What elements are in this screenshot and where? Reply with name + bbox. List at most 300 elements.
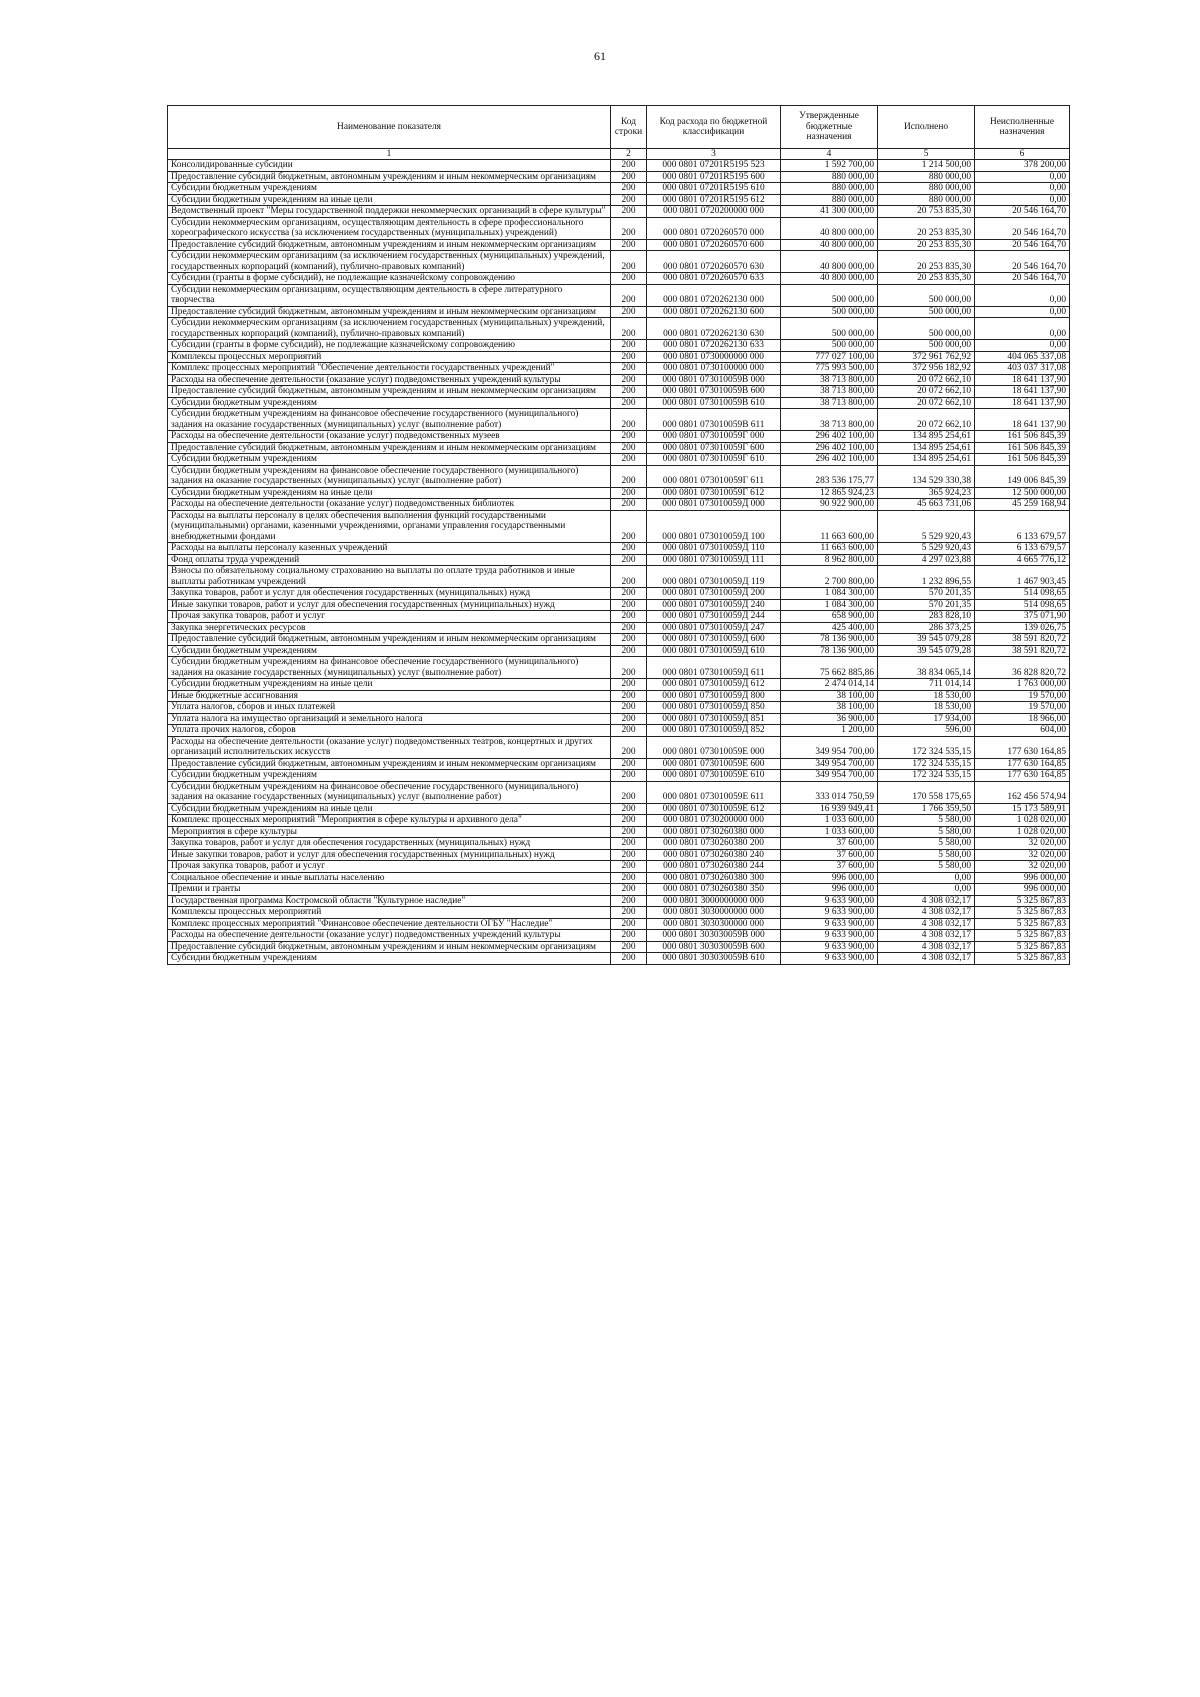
indicator-name-cell: Иные закупки товаров, работ и услуг для обеспечения государственных (муниципальных) нужд — [168, 849, 611, 861]
indicator-name-cell: Ведомственный проект "Меры государственной поддержки некоммерческих организаций в сфере культуры" — [168, 206, 611, 218]
executed-cell: 134 895 254,61 — [878, 442, 975, 454]
table-row — [168, 409, 1070, 431]
unexecuted-cell: 45 259 168,94 — [975, 499, 1070, 511]
executed-cell: 880 000,00 — [878, 183, 975, 195]
approved-cell: 8 962 800,00 — [781, 554, 878, 566]
indicator-name-cell: Прочая закупка товаров, работ и услуг — [168, 861, 611, 873]
executed-cell: 20 072 662,10 — [878, 386, 975, 398]
header-approved: Утвержденные бюджетные назначения — [781, 106, 878, 149]
line-code-cell: 200 — [611, 340, 647, 352]
table-row — [168, 702, 1070, 714]
unexecuted-cell: 20 546 164,70 — [975, 239, 1070, 251]
budget-code-cell: 000 0801 07201R5195 600 — [647, 171, 781, 183]
line-code-cell: 200 — [611, 657, 647, 679]
budget-code-cell: 000 0801 073010059Е 611 — [647, 781, 781, 803]
indicator-name-cell: Расходы на обеспечение деятельности (оказание услуг) подведомственных музеев — [168, 431, 611, 443]
unexecuted-cell: 162 456 574,94 — [975, 781, 1070, 803]
unexecuted-cell: 12 500 000,00 — [975, 487, 1070, 499]
executed-cell: 500 000,00 — [878, 284, 975, 306]
table-row — [168, 736, 1070, 758]
table-row — [168, 872, 1070, 884]
table-row — [168, 171, 1070, 183]
approved-cell: 9 633 900,00 — [781, 930, 878, 942]
indicator-name-cell: Комплекс процессных мероприятий "Финансовое обеспечение деятельности ОГБУ "Наследие" — [168, 918, 611, 930]
approved-cell: 40 800 000,00 — [781, 251, 878, 273]
executed-cell: 134 529 330,38 — [878, 465, 975, 487]
approved-cell: 38 713 800,00 — [781, 397, 878, 409]
unexecuted-cell: 18 641 137,90 — [975, 374, 1070, 386]
table-row — [168, 599, 1070, 611]
line-code-cell: 200 — [611, 217, 647, 239]
approved-cell: 1 084 300,00 — [781, 599, 878, 611]
table-row — [168, 657, 1070, 679]
table-row — [168, 318, 1070, 340]
executed-cell: 365 924,23 — [878, 487, 975, 499]
line-code-cell: 200 — [611, 679, 647, 691]
indicator-name-cell: Субсидии бюджетным учреждениям — [168, 454, 611, 466]
unexecuted-cell: 177 630 164,85 — [975, 770, 1070, 782]
line-code-cell: 200 — [611, 622, 647, 634]
indicator-name-cell: Уплата налога на имущество организаций и земельного налога — [168, 713, 611, 725]
column-number: 3 — [647, 149, 781, 160]
executed-cell: 283 828,10 — [878, 611, 975, 623]
approved-cell: 2 474 014,14 — [781, 679, 878, 691]
line-code-cell: 200 — [611, 634, 647, 646]
executed-cell: 18 530,00 — [878, 702, 975, 714]
line-code-cell: 200 — [611, 409, 647, 431]
executed-cell: 880 000,00 — [878, 171, 975, 183]
indicator-name-cell: Государственная программа Костромской области "Культурное наследие" — [168, 895, 611, 907]
indicator-name-cell: Закупка энергетических ресурсов — [168, 622, 611, 634]
unexecuted-cell: 0,00 — [975, 194, 1070, 206]
unexecuted-cell: 0,00 — [975, 171, 1070, 183]
line-code-cell: 200 — [611, 431, 647, 443]
table-row — [168, 861, 1070, 873]
unexecuted-cell: 375 071,90 — [975, 611, 1070, 623]
approved-cell: 9 633 900,00 — [781, 895, 878, 907]
unexecuted-cell: 5 325 867,83 — [975, 941, 1070, 953]
executed-cell: 20 753 835,30 — [878, 206, 975, 218]
column-number: 4 — [781, 149, 878, 160]
approved-cell: 349 954 700,00 — [781, 758, 878, 770]
indicator-name-cell: Комплекс процессных мероприятий "Мероприятия в сфере культуры и архивного дела" — [168, 815, 611, 827]
unexecuted-cell: 32 020,00 — [975, 849, 1070, 861]
indicator-name-cell: Субсидии бюджетным учреждениям на финансовое обеспечение государственного (муниципального) задания на оказание государственных (муниципальных) услуг (выполнение работ) — [168, 657, 611, 679]
approved-cell: 38 100,00 — [781, 702, 878, 714]
unexecuted-cell: 149 006 845,39 — [975, 465, 1070, 487]
table-row — [168, 351, 1070, 363]
executed-cell: 172 324 535,15 — [878, 736, 975, 758]
executed-cell: 4 308 032,17 — [878, 907, 975, 919]
approved-cell: 296 402 100,00 — [781, 442, 878, 454]
indicator-name-cell: Субсидии бюджетным учреждениям на финансовое обеспечение государственного (муниципального) задания на оказание государственных (муниципальных) услуг (выполнение работ) — [168, 465, 611, 487]
table-row — [168, 826, 1070, 838]
approved-cell: 425 400,00 — [781, 622, 878, 634]
approved-cell: 880 000,00 — [781, 183, 878, 195]
budget-code-cell: 000 0801 073010059Д 000 — [647, 499, 781, 511]
line-code-cell: 200 — [611, 397, 647, 409]
column-number: 5 — [878, 149, 975, 160]
budget-code-cell: 000 0801 073010059Г 612 — [647, 487, 781, 499]
line-code-cell: 200 — [611, 386, 647, 398]
table-row — [168, 160, 1070, 172]
unexecuted-cell: 404 065 337,08 — [975, 351, 1070, 363]
unexecuted-cell: 1 467 903,45 — [975, 566, 1070, 588]
indicator-name-cell: Взносы по обязательному социальному страхованию на выплаты по оплате труда работников и иные выплаты работникам учреждений — [168, 566, 611, 588]
approved-cell: 37 600,00 — [781, 849, 878, 861]
line-code-cell: 200 — [611, 543, 647, 555]
table-row — [168, 363, 1070, 375]
approved-cell: 38 713 800,00 — [781, 374, 878, 386]
executed-cell: 4 308 032,17 — [878, 941, 975, 953]
approved-cell: 1 200,00 — [781, 725, 878, 737]
table-row — [168, 397, 1070, 409]
table-row — [168, 284, 1070, 306]
executed-cell: 596,00 — [878, 725, 975, 737]
line-code-cell: 200 — [611, 363, 647, 375]
unexecuted-cell: 4 665 776,12 — [975, 554, 1070, 566]
indicator-name-cell: Комплексы процессных мероприятий — [168, 351, 611, 363]
table-row — [168, 386, 1070, 398]
indicator-name-cell: Субсидии бюджетным учреждениям на финансовое обеспечение государственного (муниципального) задания на оказание государственных (муниципальных) услуг (выполнение работ) — [168, 781, 611, 803]
approved-cell: 333 014 750,59 — [781, 781, 878, 803]
executed-cell: 4 308 032,17 — [878, 895, 975, 907]
indicator-name-cell: Расходы на выплаты персоналу в целях обеспечения выполнения функций государственными (муниципальными) органами, казенными учреждениями, органами управления государственными внебюджетными фондами — [168, 510, 611, 543]
budget-code-cell: 000 0801 303030059В 000 — [647, 930, 781, 942]
line-code-cell: 200 — [611, 318, 647, 340]
indicator-name-cell: Субсидии некоммерческим организациям (за исключением государственных (муниципальных) учреждений, государственных корпораций (компаний), публично-правовых компаний) — [168, 318, 611, 340]
budget-code-cell: 000 0801 3000000000 000 — [647, 895, 781, 907]
line-code-cell: 200 — [611, 770, 647, 782]
line-code-cell: 200 — [611, 499, 647, 511]
budget-code-cell: 000 0801 073010059Д 119 — [647, 566, 781, 588]
indicator-name-cell: Субсидии бюджетным учреждениям на иные цели — [168, 803, 611, 815]
unexecuted-cell: 18 641 137,90 — [975, 397, 1070, 409]
unexecuted-cell: 18 641 137,90 — [975, 386, 1070, 398]
budget-code-cell: 000 0801 0730260380 000 — [647, 826, 781, 838]
approved-cell: 40 800 000,00 — [781, 217, 878, 239]
table-row — [168, 183, 1070, 195]
approved-cell: 283 536 175,77 — [781, 465, 878, 487]
budget-code-cell: 000 0801 073010059Е 000 — [647, 736, 781, 758]
approved-cell: 500 000,00 — [781, 340, 878, 352]
budget-code-cell: 000 0801 3030300000 000 — [647, 918, 781, 930]
table-row — [168, 838, 1070, 850]
table-row — [168, 306, 1070, 318]
indicator-name-cell: Субсидии некоммерческим организациям, осуществляющим деятельность в сфере литературного творчества — [168, 284, 611, 306]
table-row — [168, 758, 1070, 770]
executed-cell: 45 663 731,06 — [878, 499, 975, 511]
unexecuted-cell: 38 591 820,72 — [975, 634, 1070, 646]
table-row — [168, 510, 1070, 543]
unexecuted-cell: 177 630 164,85 — [975, 758, 1070, 770]
approved-cell: 78 136 900,00 — [781, 645, 878, 657]
executed-cell: 5 580,00 — [878, 849, 975, 861]
line-code-cell: 200 — [611, 861, 647, 873]
approved-cell: 349 954 700,00 — [781, 736, 878, 758]
executed-cell: 880 000,00 — [878, 194, 975, 206]
unexecuted-cell: 20 546 164,70 — [975, 217, 1070, 239]
unexecuted-cell: 139 026,75 — [975, 622, 1070, 634]
line-code-cell: 200 — [611, 930, 647, 942]
executed-cell: 39 545 079,28 — [878, 634, 975, 646]
line-code-cell: 200 — [611, 690, 647, 702]
approved-cell: 11 663 600,00 — [781, 510, 878, 543]
executed-cell: 18 530,00 — [878, 690, 975, 702]
line-code-cell: 200 — [611, 895, 647, 907]
unexecuted-cell: 20 546 164,70 — [975, 273, 1070, 285]
indicator-name-cell: Субсидии бюджетным учреждениям — [168, 183, 611, 195]
budget-code-cell: 000 0801 0720200000 000 — [647, 206, 781, 218]
indicator-name-cell: Предоставление субсидий бюджетным, автономным учреждениям и иным некоммерческим организациям — [168, 171, 611, 183]
indicator-name-cell: Субсидии бюджетным учреждениям — [168, 645, 611, 657]
budget-code-cell: 000 0801 073010059Д 851 — [647, 713, 781, 725]
executed-cell: 5 580,00 — [878, 861, 975, 873]
executed-cell: 20 072 662,10 — [878, 397, 975, 409]
line-code-cell: 200 — [611, 713, 647, 725]
unexecuted-cell: 0,00 — [975, 318, 1070, 340]
line-code-cell: 200 — [611, 815, 647, 827]
executed-cell: 172 324 535,15 — [878, 770, 975, 782]
indicator-name-cell: Субсидии некоммерческим организациям (за исключением государственных (муниципальных) учреждений, государственных корпораций (компаний), публично-правовых компаний) — [168, 251, 611, 273]
line-code-cell: 200 — [611, 599, 647, 611]
budget-code-cell: 000 0801 073010059В 610 — [647, 397, 781, 409]
indicator-name-cell: Субсидии (гранты в форме субсидий), не подлежащие казначейскому сопровождению — [168, 340, 611, 352]
table-row — [168, 206, 1070, 218]
column-number: 1 — [168, 149, 611, 160]
table-row — [168, 918, 1070, 930]
unexecuted-cell: 996 000,00 — [975, 872, 1070, 884]
budget-code-cell: 000 0801 0720260570 000 — [647, 217, 781, 239]
approved-cell: 500 000,00 — [781, 306, 878, 318]
unexecuted-cell: 604,00 — [975, 725, 1070, 737]
approved-cell: 36 900,00 — [781, 713, 878, 725]
budget-code-cell: 000 0801 073010059Д 247 — [647, 622, 781, 634]
budget-code-cell: 000 0801 0730260380 200 — [647, 838, 781, 850]
unexecuted-cell: 32 020,00 — [975, 838, 1070, 850]
executed-cell: 570 201,35 — [878, 599, 975, 611]
indicator-name-cell: Расходы на обеспечение деятельности (оказание услуг) подведомственных театров, концертных и других организаций исполнительских искусств — [168, 736, 611, 758]
indicator-name-cell: Комплексы процессных мероприятий — [168, 907, 611, 919]
header-indicator-name: Наименование показателя — [168, 106, 611, 149]
unexecuted-cell: 20 546 164,70 — [975, 251, 1070, 273]
approved-cell: 11 663 600,00 — [781, 543, 878, 555]
indicator-name-cell: Расходы на обеспечение деятельности (оказание услуг) подведомственных учреждений культуры — [168, 930, 611, 942]
approved-cell: 9 633 900,00 — [781, 918, 878, 930]
budget-code-cell: 000 0801 0730100000 000 — [647, 363, 781, 375]
line-code-cell: 200 — [611, 849, 647, 861]
table-row — [168, 781, 1070, 803]
budget-code-cell: 000 0801 073010059В 600 — [647, 386, 781, 398]
executed-cell: 39 545 079,28 — [878, 645, 975, 657]
budget-code-cell: 000 0801 073010059Д 244 — [647, 611, 781, 623]
line-code-cell: 200 — [611, 351, 647, 363]
table-row — [168, 725, 1070, 737]
executed-cell: 20 072 662,10 — [878, 409, 975, 431]
approved-cell: 78 136 900,00 — [781, 634, 878, 646]
line-code-cell: 200 — [611, 206, 647, 218]
table-row — [168, 713, 1070, 725]
approved-cell: 2 700 800,00 — [781, 566, 878, 588]
table-row — [168, 645, 1070, 657]
line-code-cell: 200 — [611, 645, 647, 657]
table-row — [168, 442, 1070, 454]
line-code-cell: 200 — [611, 918, 647, 930]
line-code-cell: 200 — [611, 953, 647, 965]
unexecuted-cell: 18 641 137,90 — [975, 409, 1070, 431]
approved-cell: 500 000,00 — [781, 318, 878, 340]
indicator-name-cell: Субсидии бюджетным учреждениям — [168, 953, 611, 965]
budget-code-cell: 000 0801 0730260380 350 — [647, 884, 781, 896]
unexecuted-cell: 161 506 845,39 — [975, 442, 1070, 454]
line-code-cell: 200 — [611, 803, 647, 815]
approved-cell: 777 027 100,00 — [781, 351, 878, 363]
indicator-name-cell: Прочая закупка товаров, работ и услуг — [168, 611, 611, 623]
unexecuted-cell: 996 000,00 — [975, 884, 1070, 896]
executed-cell: 5 529 920,43 — [878, 543, 975, 555]
budget-code-cell: 000 0801 073010059Г 610 — [647, 454, 781, 466]
executed-cell: 4 297 023,88 — [878, 554, 975, 566]
approved-cell: 996 000,00 — [781, 884, 878, 896]
header-row — [168, 106, 1070, 149]
table-row — [168, 895, 1070, 907]
table-row — [168, 770, 1070, 782]
table-row — [168, 803, 1070, 815]
line-code-cell: 200 — [611, 736, 647, 758]
table-row — [168, 239, 1070, 251]
executed-cell: 5 580,00 — [878, 815, 975, 827]
budget-code-cell: 000 0801 073010059Д 850 — [647, 702, 781, 714]
budget-code-cell: 000 0801 0720260570 630 — [647, 251, 781, 273]
executed-cell: 286 373,25 — [878, 622, 975, 634]
line-code-cell: 200 — [611, 183, 647, 195]
budget-code-cell: 000 0801 0730000000 000 — [647, 351, 781, 363]
line-code-cell: 200 — [611, 702, 647, 714]
budget-code-cell: 000 0801 073010059Д 612 — [647, 679, 781, 691]
approved-cell: 38 713 800,00 — [781, 409, 878, 431]
budget-code-cell: 000 0801 0720262130 630 — [647, 318, 781, 340]
executed-cell: 4 308 032,17 — [878, 953, 975, 965]
unexecuted-cell: 378 200,00 — [975, 160, 1070, 172]
header-executed: Исполнено — [878, 106, 975, 149]
executed-cell: 1 232 896,55 — [878, 566, 975, 588]
budget-code-cell: 000 0801 0730200000 000 — [647, 815, 781, 827]
column-number: 2 — [611, 149, 647, 160]
approved-cell: 9 633 900,00 — [781, 907, 878, 919]
line-code-cell: 200 — [611, 838, 647, 850]
budget-code-cell: 000 0801 0720262130 633 — [647, 340, 781, 352]
table-row — [168, 679, 1070, 691]
line-code-cell: 200 — [611, 826, 647, 838]
unexecuted-cell: 20 546 164,70 — [975, 206, 1070, 218]
budget-code-cell: 000 0801 073010059В 000 — [647, 374, 781, 386]
executed-cell: 20 253 835,30 — [878, 217, 975, 239]
unexecuted-cell: 1 028 020,00 — [975, 815, 1070, 827]
unexecuted-cell: 6 133 679,57 — [975, 543, 1070, 555]
indicator-name-cell: Закупка товаров, работ и услуг для обеспечения государственных (муниципальных) нужд — [168, 838, 611, 850]
budget-execution-table — [167, 105, 1070, 965]
indicator-name-cell: Иные бюджетные ассигнования — [168, 690, 611, 702]
table-row — [168, 611, 1070, 623]
approved-cell: 1 592 700,00 — [781, 160, 878, 172]
indicator-name-cell: Премии и гранты — [168, 884, 611, 896]
table-row — [168, 431, 1070, 443]
approved-cell: 75 662 885,86 — [781, 657, 878, 679]
executed-cell: 5 529 920,43 — [878, 510, 975, 543]
budget-code-cell: 000 0801 0730260380 244 — [647, 861, 781, 873]
table-row — [168, 251, 1070, 273]
unexecuted-cell: 161 506 845,39 — [975, 431, 1070, 443]
indicator-name-cell: Консолидированные субсидии — [168, 160, 611, 172]
budget-code-cell: 000 0801 07201R5195 610 — [647, 183, 781, 195]
approved-cell: 16 939 949,41 — [781, 803, 878, 815]
budget-code-cell: 000 0801 07201R5195 523 — [647, 160, 781, 172]
approved-cell: 880 000,00 — [781, 194, 878, 206]
budget-code-cell: 000 0801 073010059В 611 — [647, 409, 781, 431]
table-row — [168, 465, 1070, 487]
line-code-cell: 200 — [611, 510, 647, 543]
executed-cell: 711 014,14 — [878, 679, 975, 691]
column-number: 6 — [975, 149, 1070, 160]
approved-cell: 37 600,00 — [781, 861, 878, 873]
unexecuted-cell: 5 325 867,83 — [975, 953, 1070, 965]
indicator-name-cell: Субсидии некоммерческим организациям, осуществляющим деятельность в сфере профессионального хореографического искусства (за исключением государственных (муниципальных) учреждений) — [168, 217, 611, 239]
executed-cell: 134 895 254,61 — [878, 431, 975, 443]
line-code-cell: 200 — [611, 194, 647, 206]
executed-cell: 1 214 500,00 — [878, 160, 975, 172]
budget-code-cell: 000 0801 073010059Д 610 — [647, 645, 781, 657]
budget-code-cell: 000 0801 073010059Д 100 — [647, 510, 781, 543]
unexecuted-cell: 5 325 867,83 — [975, 918, 1070, 930]
line-code-cell: 200 — [611, 941, 647, 953]
budget-code-cell: 000 0801 073010059Г 000 — [647, 431, 781, 443]
budget-code-cell: 000 0801 073010059Д 111 — [647, 554, 781, 566]
approved-cell: 658 900,00 — [781, 611, 878, 623]
approved-cell: 12 865 924,23 — [781, 487, 878, 499]
indicator-name-cell: Комплекс процессных мероприятий "Обеспечение деятельности государственных учреждений" — [168, 363, 611, 375]
budget-code-cell: 000 0801 073010059Д 852 — [647, 725, 781, 737]
unexecuted-cell: 403 037 317,08 — [975, 363, 1070, 375]
budget-code-cell: 000 0801 073010059Е 610 — [647, 770, 781, 782]
budget-code-cell: 000 0801 073010059Д 611 — [647, 657, 781, 679]
line-code-cell: 200 — [611, 239, 647, 251]
executed-cell: 5 580,00 — [878, 838, 975, 850]
table-row — [168, 487, 1070, 499]
executed-cell: 0,00 — [878, 884, 975, 896]
budget-code-cell: 000 0801 303030059В 600 — [647, 941, 781, 953]
table-row — [168, 690, 1070, 702]
table-row — [168, 273, 1070, 285]
indicator-name-cell: Предоставление субсидий бюджетным, автономным учреждениям и иным некоммерческим организациям — [168, 386, 611, 398]
unexecuted-cell: 1 028 020,00 — [975, 826, 1070, 838]
line-code-cell: 200 — [611, 725, 647, 737]
indicator-name-cell: Субсидии бюджетным учреждениям на финансовое обеспечение государственного (муниципального) задания на оказание государственных (муниципальных) услуг (выполнение работ) — [168, 409, 611, 431]
table-body — [168, 160, 1070, 965]
executed-cell: 20 253 835,30 — [878, 273, 975, 285]
line-code-cell: 200 — [611, 465, 647, 487]
column-number-row — [168, 149, 1070, 160]
indicator-name-cell: Фонд оплаты труда учреждений — [168, 554, 611, 566]
unexecuted-cell: 5 325 867,83 — [975, 907, 1070, 919]
indicator-name-cell: Предоставление субсидий бюджетным, автономным учреждениям и иным некоммерческим организациям — [168, 634, 611, 646]
table-row — [168, 884, 1070, 896]
approved-cell: 40 800 000,00 — [781, 273, 878, 285]
indicator-name-cell: Предоставление субсидий бюджетным, автономным учреждениям и иным некоммерческим организациям — [168, 239, 611, 251]
unexecuted-cell: 514 098,65 — [975, 599, 1070, 611]
budget-code-cell: 000 0801 0720260570 633 — [647, 273, 781, 285]
executed-cell: 372 961 762,92 — [878, 351, 975, 363]
table-row — [168, 217, 1070, 239]
